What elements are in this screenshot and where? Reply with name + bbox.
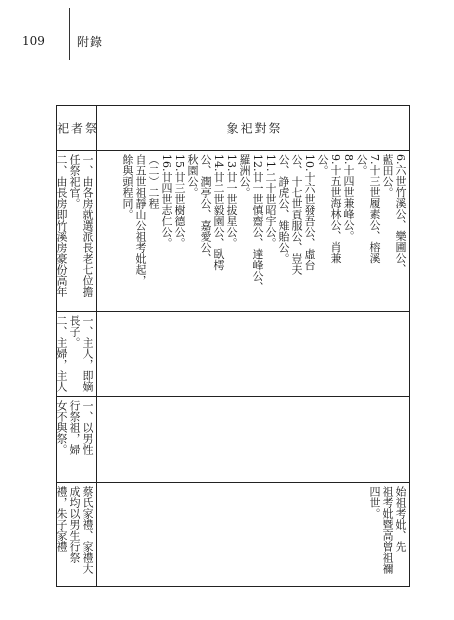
header-objects <box>97 106 409 151</box>
text-column: 四世。 <box>368 486 381 519</box>
row-3-participants <box>57 397 97 483</box>
row-2-participants <box>57 312 97 397</box>
text-column: 8.十四世兼峰公。 <box>342 154 355 242</box>
header-right-char-2: 對 <box>253 122 267 134</box>
text-column: 長子。 <box>68 315 81 348</box>
text-column: 二、由長房即竹溪房豪份高年 <box>55 154 68 297</box>
row-2-objects <box>97 312 409 397</box>
text-column: 一、以男性 <box>81 400 94 455</box>
header-participants <box>57 106 97 151</box>
text-column: 6.六世竹溪公、樂圃公、 <box>394 154 407 275</box>
text-column: 14.廿二世毅園公、臥樗 <box>212 154 225 271</box>
text-column: 公、潤亭公、嘉愛公、 <box>199 154 212 264</box>
text-column: 7.十三世履素公、榕溪 <box>368 154 381 264</box>
text-column: 始祖考妣、先 <box>394 486 407 552</box>
text-column: 15.廿三世樹德公。 <box>173 154 186 249</box>
text-column: 女不與祭。 <box>55 400 68 455</box>
text-column: 一、由各房就選派長老七位擔 <box>81 154 94 297</box>
text-column: 禮，朱子家禮 <box>55 486 68 552</box>
text-column: 公、十七世貢服公、豈夫 <box>290 154 303 275</box>
header-divider <box>69 8 70 60</box>
page-number: 109 <box>22 34 45 48</box>
text-column: 行祭祖，婦 <box>68 400 81 455</box>
row-4-participants <box>57 483 97 586</box>
header-right-char-1: 祭 <box>267 122 281 134</box>
text-column: 蔡氏家禮、家禮大 <box>81 486 94 574</box>
running-title: 附錄 <box>77 35 104 49</box>
text-column: 公、諍虎公、雉貽公。 <box>277 154 290 264</box>
text-column: 餘與頭程同。 <box>121 154 134 220</box>
text-column: 12.廿一世慎齋公、達峰公、 <box>251 154 264 293</box>
text-column: 9.十五世海林公、肖兼 <box>329 154 342 264</box>
text-column: 自五世祖靜山公祖考妣起， <box>134 154 147 286</box>
text-column: 二、主婦，主人 <box>55 315 68 392</box>
ritual-table <box>56 105 410 587</box>
text-column: 公。 <box>355 154 368 176</box>
row-1-objects <box>97 151 409 312</box>
text-column: 一、主人，即嫡 <box>81 315 94 392</box>
text-column: 祖考妣暨高曾祖禰 <box>381 486 394 574</box>
header-left-char-2: 者 <box>69 122 84 134</box>
text-column: 10.十六世發吾公、虛台 <box>303 154 316 271</box>
text-column: 成均以男生行祭 <box>68 486 81 563</box>
text-column: （二）二程 <box>147 154 160 209</box>
row-4-objects <box>97 483 409 586</box>
header-right-char-4: 象 <box>225 122 239 134</box>
row-3-objects <box>97 397 409 483</box>
text-column: 16.廿四世志仁公。 <box>160 154 173 249</box>
header-right-char-3: 祀 <box>239 122 253 134</box>
text-column: 公。 <box>316 154 329 176</box>
text-column: 11.二十世昭宇公。 <box>264 154 277 249</box>
text-column: 秋園公。 <box>186 154 199 198</box>
text-column: 13.廿一世拔星公。 <box>225 154 238 249</box>
text-column: 任祭祀官。 <box>68 154 81 209</box>
header-left-char-1: 祭 <box>83 122 98 134</box>
row-1-participants <box>57 151 97 312</box>
header-left-char-3: 祀 <box>55 122 70 134</box>
text-column: 羅洲公。 <box>238 154 251 198</box>
text-column: 藍田公。 <box>381 154 394 198</box>
